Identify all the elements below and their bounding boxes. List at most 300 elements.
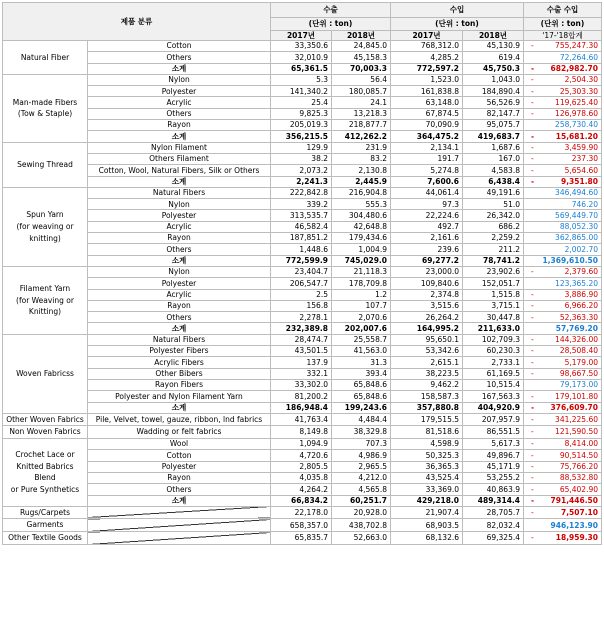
net-value: 88,532.80: [559, 473, 598, 483]
net-balance-cell: [524, 41, 602, 52]
sign-marker: -: [531, 414, 534, 424]
import-2017-cell: 9,462.2: [391, 379, 463, 390]
import-year-2017: 2017년: [391, 31, 463, 41]
net-header: 수출 수입: [524, 3, 602, 18]
net-balance-cell: [524, 472, 602, 483]
import-2018-cell: 102,709.3: [463, 334, 524, 345]
import-2017-cell: 21,907.4: [391, 506, 463, 519]
net-balance-cell: [524, 323, 602, 334]
export-2017-cell: 38.2: [271, 153, 332, 164]
table-row: [3, 86, 602, 97]
sign-marker: [527, 279, 531, 288]
net-value: 25,303.30: [559, 86, 598, 96]
export-2018-cell: 2,130.8: [332, 165, 391, 176]
import-2017-cell: 95,650.1: [391, 334, 463, 345]
export-2018-cell: 38,329.8: [332, 426, 391, 439]
net-value: 119,625.40: [555, 97, 598, 107]
net-value: 57,769.20: [555, 323, 598, 333]
import-2017-cell: 239.6: [391, 244, 463, 255]
import-2017-cell: 179,515.5: [391, 413, 463, 426]
import-2017-cell: 67,874.5: [391, 108, 463, 119]
import-2017-cell: 429,218.0: [391, 495, 463, 506]
export-2017-cell: 2,073.2: [271, 165, 332, 176]
net-value: 121,590.50: [555, 427, 598, 437]
table-row: [3, 221, 602, 232]
table-row: [3, 165, 602, 176]
export-2017-cell: 356,215.5: [271, 131, 332, 142]
sign-marker: [527, 245, 531, 254]
table-row: [3, 153, 602, 164]
import-2018-cell: 2,259.2: [463, 233, 524, 244]
export-2018-cell: 216,904.8: [332, 187, 391, 198]
import-2018-cell: 26,342.0: [463, 210, 524, 221]
import-2017-cell: 161,838.8: [391, 86, 463, 97]
product-cell: Natural Fibers: [88, 334, 271, 345]
net-balance-cell: [524, 402, 602, 413]
net-balance-cell: [524, 289, 602, 300]
product-cell: Cotton: [88, 450, 271, 461]
table-row: [3, 300, 602, 311]
export-2017-cell: 2,241.3: [271, 176, 332, 187]
table-row: [3, 52, 602, 63]
export-2018-cell: 304,480.6: [332, 210, 391, 221]
net-value: 126,978.60: [555, 109, 598, 119]
import-2017-cell: 109,840.6: [391, 278, 463, 289]
import-2018-cell: 152,051.7: [463, 278, 524, 289]
category-cell: Sewing Thread: [3, 142, 88, 187]
net-balance-cell: [524, 379, 602, 390]
sign-marker: -: [531, 154, 534, 164]
category-cell: Garments: [3, 519, 88, 532]
import-2018-cell: 1,043.0: [463, 74, 524, 85]
table-row: [3, 472, 602, 483]
net-value: 9,351.80: [560, 176, 598, 186]
net-value: 5,654.60: [564, 165, 598, 175]
sign-marker: -: [531, 75, 534, 85]
table-row: [3, 312, 602, 323]
export-2017-cell: 25.4: [271, 97, 332, 108]
product-cell: Rayon: [88, 472, 271, 483]
import-unit: (단위 : ton): [391, 18, 524, 31]
net-balance-cell: [524, 334, 602, 345]
table-row: [3, 532, 602, 545]
import-2018-cell: 419,683.7: [463, 131, 524, 142]
net-balance-cell: [524, 426, 602, 439]
export-2018-cell: 179,434.6: [332, 233, 391, 244]
import-2017-cell: 492.7: [391, 221, 463, 232]
net-value: 258,730.40: [555, 120, 598, 130]
category-cell: Filament Yarn (for Weaving or Knitting): [3, 266, 88, 334]
net-balance-cell: [524, 495, 602, 506]
sign-marker: -: [531, 402, 535, 412]
category-cell: Natural Fiber: [3, 41, 88, 75]
table-row: [3, 357, 602, 368]
export-2017-cell: 206,547.7: [271, 278, 332, 289]
net-value: 746.20: [571, 199, 598, 209]
product-cell: Nylon: [88, 199, 271, 210]
import-2017-cell: 23,000.0: [391, 266, 463, 277]
product-cell: Natural Fibers: [88, 187, 271, 198]
net-balance-cell: [524, 120, 602, 131]
export-2018-cell: 65,848.6: [332, 391, 391, 402]
export-2017-cell: 222,842.8: [271, 187, 332, 198]
import-2018-cell: 207,957.9: [463, 413, 524, 426]
export-2017-cell: 4,720.6: [271, 450, 332, 461]
sign-marker: -: [531, 301, 534, 311]
net-value: 8,414.00: [564, 439, 598, 449]
net-balance-cell: [524, 74, 602, 85]
net-value: 98,667.50: [559, 369, 598, 378]
subtotal-row: [3, 176, 602, 187]
product-cell: Others: [88, 244, 271, 255]
import-2018-cell: 167.0: [463, 153, 524, 164]
product-cell: Rayon: [88, 120, 271, 131]
sign-marker: -: [531, 346, 534, 356]
table-row: [3, 461, 602, 472]
import-2017-cell: 44,061.4: [391, 187, 463, 198]
subtotal-label: 소계: [88, 402, 271, 413]
import-2018-cell: 45,130.9: [463, 41, 524, 52]
net-balance-cell: [524, 244, 602, 255]
export-2017-cell: 186,948.4: [271, 402, 332, 413]
export-2017-cell: 187,851.2: [271, 233, 332, 244]
sign-marker: -: [531, 357, 534, 367]
net-value: 75,766.20: [559, 462, 598, 472]
sign-marker: -: [531, 507, 534, 517]
export-2018-cell: 707.3: [332, 439, 391, 450]
net-value: 2,504.30: [564, 75, 598, 85]
export-2017-cell: 33,350.6: [271, 41, 332, 52]
import-2017-cell: 26,264.2: [391, 312, 463, 323]
export-unit: (단위 : ton): [271, 18, 391, 31]
import-2018-cell: 686.2: [463, 221, 524, 232]
export-2017-cell: 332.1: [271, 368, 332, 379]
export-2017-cell: 137.9: [271, 357, 332, 368]
net-balance-cell: [524, 165, 602, 176]
net-value: 90,514.50: [559, 450, 598, 460]
product-cell: Others: [88, 312, 271, 323]
subtotal-row: [3, 495, 602, 506]
import-2018-cell: 211,633.0: [463, 323, 524, 334]
export-2018-cell: 218,877.7: [332, 120, 391, 131]
export-2017-cell: 2,278.1: [271, 312, 332, 323]
net-value: 346,494.60: [555, 188, 598, 198]
import-2017-cell: 2,374.8: [391, 289, 463, 300]
import-2017-cell: 1,523.0: [391, 74, 463, 85]
export-2017-cell: 658,357.0: [271, 519, 332, 532]
net-balance-cell: [524, 532, 602, 545]
export-2017-cell: 65,361.5: [271, 63, 332, 74]
import-2018-cell: 86,551.5: [463, 426, 524, 439]
import-header: 수입: [391, 3, 524, 18]
net-balance-cell: [524, 199, 602, 210]
sign-marker: [527, 521, 531, 530]
export-2018-cell: 393.4: [332, 368, 391, 379]
import-2017-cell: 191.7: [391, 153, 463, 164]
sign-marker: [527, 188, 531, 197]
export-header: 수출: [271, 3, 391, 18]
net-balance-cell: [524, 506, 602, 519]
export-2017-cell: 2.5: [271, 289, 332, 300]
export-2017-cell: 339.2: [271, 199, 332, 210]
net-balance-cell: [524, 52, 602, 63]
net-value: 79,173.00: [559, 380, 598, 390]
net-balance-cell: [524, 519, 602, 532]
export-2018-cell: 56.4: [332, 74, 391, 85]
table-row: [3, 266, 602, 277]
net-value: 682,982.70: [550, 63, 598, 73]
net-balance-cell: [524, 312, 602, 323]
table-row: [3, 142, 602, 153]
import-2017-cell: 22,224.6: [391, 210, 463, 221]
import-2018-cell: 95,075.7: [463, 120, 524, 131]
import-2017-cell: 364,475.2: [391, 131, 463, 142]
table-row: [3, 413, 602, 426]
product-cell: Others: [88, 484, 271, 495]
sign-marker: -: [531, 427, 534, 437]
product-cell: Polyester: [88, 461, 271, 472]
product-cell: Acrylic: [88, 289, 271, 300]
table-row: [3, 439, 602, 450]
import-2018-cell: 2,733.1: [463, 357, 524, 368]
export-2018-cell: 65,848.6: [332, 379, 391, 390]
product-cell: Polyester: [88, 86, 271, 97]
export-2018-cell: 60,251.7: [332, 495, 391, 506]
export-2017-cell: 141,340.2: [271, 86, 332, 97]
product-cell: Rayon: [88, 233, 271, 244]
import-2017-cell: 768,312.0: [391, 41, 463, 52]
net-value: 791,446.50: [550, 495, 598, 505]
net-balance-cell: [524, 346, 602, 357]
sign-marker: [527, 233, 531, 242]
export-2017-cell: 22,178.0: [271, 506, 332, 519]
product-cell: Other Bibers: [88, 368, 271, 379]
export-2018-cell: 24.1: [332, 97, 391, 108]
sign-marker: -: [531, 450, 534, 460]
import-2018-cell: 51.0: [463, 199, 524, 210]
import-year-2018: 2018년: [463, 31, 524, 41]
category-cell: Crochet Lace or Knitted Babrics Blend or Pure Synthetics: [3, 439, 88, 507]
import-2017-cell: 50,325.3: [391, 450, 463, 461]
import-2018-cell: 56,526.9: [463, 97, 524, 108]
import-2017-cell: 4,598.9: [391, 439, 463, 450]
table-row: [3, 120, 602, 131]
net-balance-cell: [524, 97, 602, 108]
table-row: [3, 244, 602, 255]
subtotal-label: 소계: [88, 255, 271, 266]
export-2018-cell: 45,158.3: [332, 52, 391, 63]
product-cell: Polyester Fibers: [88, 346, 271, 357]
subtotal-label: 소계: [88, 63, 271, 74]
net-balance-cell: [524, 187, 602, 198]
sign-marker: -: [531, 109, 534, 119]
import-2018-cell: 1,687.6: [463, 142, 524, 153]
export-2017-cell: 313,535.7: [271, 210, 332, 221]
sign-marker: -: [531, 63, 535, 73]
export-2018-cell: 4,212.0: [332, 472, 391, 483]
import-2018-cell: 49,896.7: [463, 450, 524, 461]
subtotal-row: [3, 323, 602, 334]
export-2018-cell: 31.3: [332, 357, 391, 368]
table-row: [3, 74, 602, 85]
net-value: 144,326.00: [555, 335, 598, 345]
sign-marker: [527, 256, 531, 265]
import-2018-cell: 40,863.9: [463, 484, 524, 495]
export-2018-cell: 4,484.4: [332, 413, 391, 426]
net-balance-cell: [524, 210, 602, 221]
export-2017-cell: 4,035.8: [271, 472, 332, 483]
import-2018-cell: 619.4: [463, 52, 524, 63]
import-2018-cell: 78,741.2: [463, 255, 524, 266]
import-2018-cell: 167,563.3: [463, 391, 524, 402]
sign-marker: -: [531, 41, 534, 51]
product-cell: Polyester: [88, 210, 271, 221]
sign-marker: -: [531, 439, 534, 449]
subtotal-row: [3, 402, 602, 413]
net-value: 5,179.00: [564, 357, 598, 367]
import-2017-cell: 53,342.6: [391, 346, 463, 357]
sign-marker: -: [531, 462, 534, 472]
export-2017-cell: 81,200.2: [271, 391, 332, 402]
table-row: [3, 484, 602, 495]
product-cell: [88, 506, 271, 519]
sign-marker: [527, 120, 531, 129]
sign-marker: -: [531, 484, 534, 494]
export-2018-cell: 202,007.6: [332, 323, 391, 334]
import-2017-cell: 2,615.1: [391, 357, 463, 368]
net-value: 341,225.60: [555, 414, 598, 424]
export-2017-cell: 43,501.5: [271, 346, 332, 357]
import-2018-cell: 23,902.6: [463, 266, 524, 277]
export-2017-cell: 232,389.8: [271, 323, 332, 334]
table-row: [3, 426, 602, 439]
export-2018-cell: 70,003.3: [332, 63, 391, 74]
net-balance-cell: [524, 221, 602, 232]
sign-marker: -: [531, 86, 534, 96]
export-2017-cell: 4,264.2: [271, 484, 332, 495]
product-cell: Others Filament: [88, 153, 271, 164]
sign-marker: -: [531, 369, 534, 378]
net-value: 376,609.70: [550, 402, 598, 412]
export-2018-cell: 4,565.8: [332, 484, 391, 495]
net-value: 179,101.80: [555, 391, 598, 401]
export-2017-cell: 28,474.7: [271, 334, 332, 345]
import-2018-cell: 211.2: [463, 244, 524, 255]
export-2017-cell: 8,149.8: [271, 426, 332, 439]
import-2018-cell: 53,255.2: [463, 472, 524, 483]
product-cell: [88, 519, 271, 532]
subtotal-label: 소계: [88, 495, 271, 506]
sign-marker: -: [531, 176, 535, 186]
import-2017-cell: 7,600.6: [391, 176, 463, 187]
import-2018-cell: 30,447.8: [463, 312, 524, 323]
import-2017-cell: 5,274.8: [391, 165, 463, 176]
import-2017-cell: 70,090.9: [391, 120, 463, 131]
product-cell: Others: [88, 52, 271, 63]
import-2017-cell: 33,369.0: [391, 484, 463, 495]
import-2018-cell: 184,890.4: [463, 86, 524, 97]
export-2017-cell: 66,834.2: [271, 495, 332, 506]
import-2017-cell: 81,518.6: [391, 426, 463, 439]
export-2018-cell: 52,663.0: [332, 532, 391, 545]
net-value: 88,052.30: [559, 222, 598, 232]
import-2017-cell: 68,903.5: [391, 519, 463, 532]
import-2017-cell: 97.3: [391, 199, 463, 210]
product-cell: Polyester and Nylon Filament Yarn: [88, 391, 271, 402]
table-row: [3, 97, 602, 108]
import-2018-cell: 5,617.3: [463, 439, 524, 450]
net-value: 15,681.20: [555, 131, 598, 141]
category-header: 제품 분류: [3, 3, 271, 41]
export-2017-cell: 46,582.4: [271, 221, 332, 232]
export-2017-cell: 1,094.9: [271, 439, 332, 450]
net-value: 28,508.40: [559, 346, 598, 356]
net-balance-cell: [524, 108, 602, 119]
net-balance-cell: [524, 278, 602, 289]
table-row: [3, 108, 602, 119]
net-balance-cell: [524, 461, 602, 472]
table-row: [3, 278, 602, 289]
export-2018-cell: 2,445.9: [332, 176, 391, 187]
table-row: [3, 289, 602, 300]
export-2018-cell: 412,262.2: [332, 131, 391, 142]
import-2017-cell: 38,223.5: [391, 368, 463, 379]
net-balance-cell: [524, 86, 602, 97]
sign-marker: -: [531, 165, 534, 175]
import-2017-cell: 68,132.6: [391, 532, 463, 545]
subtotal-row: [3, 63, 602, 74]
export-2018-cell: 555.3: [332, 199, 391, 210]
product-cell: Polyester: [88, 278, 271, 289]
net-balance-cell: [524, 233, 602, 244]
net-value: 72,264.60: [559, 52, 598, 62]
import-2017-cell: 158,587.3: [391, 391, 463, 402]
export-2018-cell: 1,004.9: [332, 244, 391, 255]
export-2018-cell: 180,085.7: [332, 86, 391, 97]
net-balance-cell: [524, 413, 602, 426]
product-cell: Nylon Filament: [88, 142, 271, 153]
export-2018-cell: 4,986.9: [332, 450, 391, 461]
import-2018-cell: 3,715.1: [463, 300, 524, 311]
sign-marker: [527, 324, 531, 333]
category-cell: Spun Yarn (for weaving or knitting): [3, 187, 88, 266]
net-value: 123,365.20: [555, 278, 598, 288]
table-row: [3, 379, 602, 390]
net-balance-cell: [524, 368, 602, 379]
import-2018-cell: 10,515.4: [463, 379, 524, 390]
net-value: 569,449.70: [555, 210, 598, 220]
category-cell: Other Textile Goods: [3, 532, 88, 545]
import-2017-cell: 63,148.0: [391, 97, 463, 108]
sign-marker: -: [531, 473, 534, 483]
net-balance-cell: [524, 300, 602, 311]
export-2018-cell: 42,648.8: [332, 221, 391, 232]
header-row-1: [3, 3, 602, 18]
table-row: [3, 334, 602, 345]
sign-marker: -: [531, 143, 534, 153]
net-value: 3,459.90: [564, 143, 598, 153]
category-cell: Rugs/Carpets: [3, 506, 88, 519]
import-2017-cell: 43,525.4: [391, 472, 463, 483]
net-value: 65,402.90: [559, 484, 598, 494]
subtotal-row: [3, 131, 602, 142]
product-cell: Rayon Fibers: [88, 379, 271, 390]
export-2017-cell: 205,019.3: [271, 120, 332, 131]
category-cell: Woven Fabricss: [3, 334, 88, 413]
table-row: [3, 346, 602, 357]
import-2018-cell: 45,750.3: [463, 63, 524, 74]
table-row: [3, 210, 602, 221]
